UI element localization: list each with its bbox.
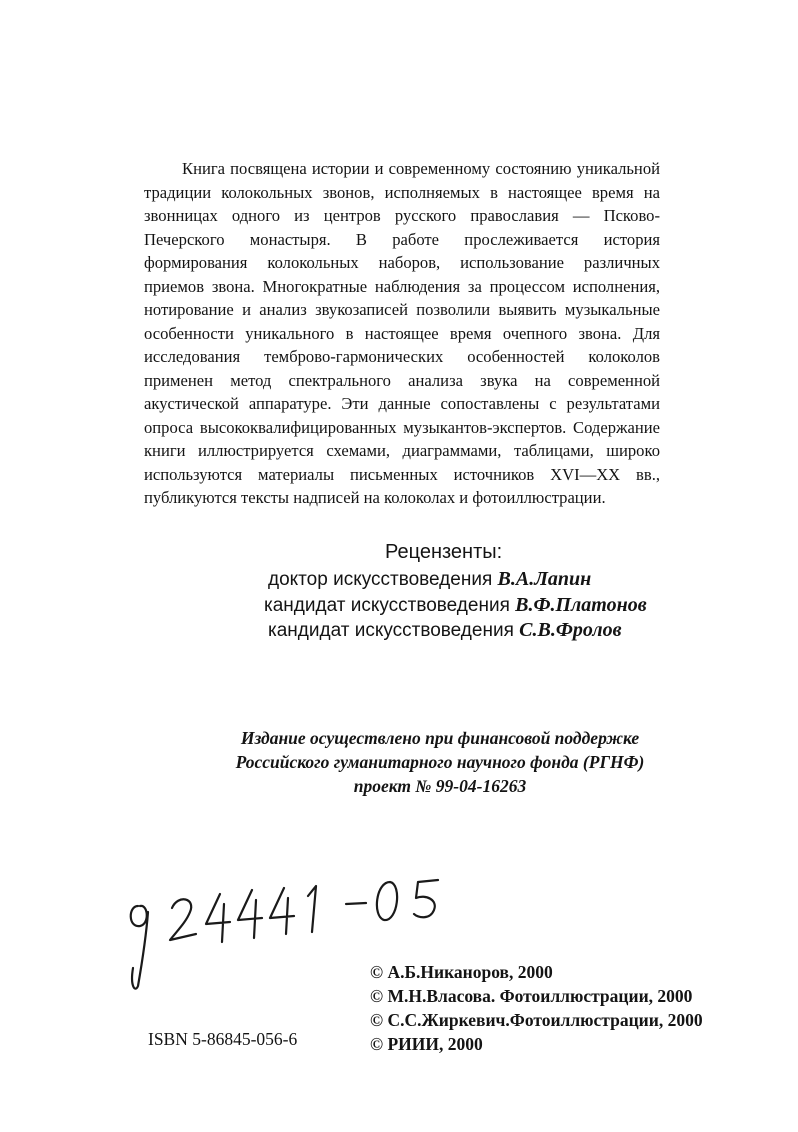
reviewer-name: С.В.Фролов — [519, 619, 622, 641]
book-abstract — [144, 157, 660, 510]
reviewer-name: В.А.Лапин — [497, 568, 592, 590]
copyright-line: © А.Б.Никаноров, 2000 — [370, 962, 553, 982]
copyright-block — [370, 960, 703, 1056]
copyright-line: © М.Н.Власова. Фотоиллюстрации, 2000 — [370, 986, 693, 1006]
abstract-paragraph: Книга посвящена истории и современному состоянию уникальной традиции колокольных звонов, исполняемых в настоящее время на звонницах одного из центров русского православия — Псково-Печерского монастыря. В работе прослеживается история формирования колокольных наборов, использование различных приемов звона. Многократные наблюдения за процессом исполнения, нотирование и анализ звукозаписей позволили выявить музыкальные особенности уникального в настоящее время очепного звона. Для исследования темброво-гармонических особенностей колоколов применен метод спектрального анализа звука на современной акустической аппаратуре. Эти данные сопоставлены с результатами опроса высококвалифицированных музыкантов-экспертов. Содержание книги иллюстрируется схемами, диаграммами, таблицами, широко используются материалы письменных источников XVI—XX вв., публикуются тексты надписей на колоколах и фотоиллюстрации. — [144, 159, 660, 507]
funding-project-number: проект № 99-04-16263 — [353, 776, 527, 796]
reviewer-entry — [268, 619, 622, 642]
isbn-number: ISBN 5-86845-056-6 — [148, 1029, 298, 1049]
copyright-line: © С.С.Жиркевич.Фотоиллюстрации, 2000 — [370, 1010, 703, 1030]
reviewer-name: В.Ф.Платонов — [515, 594, 647, 616]
copyright-line: © РИИИ, 2000 — [370, 1034, 483, 1054]
reviewer-degree: кандидат искусствоведения — [268, 620, 514, 641]
reviewer-degree: доктор искусствоведения — [268, 569, 493, 590]
reviewer-degree: кандидат искусствоведения — [264, 595, 510, 616]
funding-line: Издание осуществлено при финансовой поддержке — [240, 728, 640, 748]
reviewer-entry — [264, 594, 647, 617]
funding-line: Российского гуманитарного научного фонда (РГНФ) — [235, 752, 645, 772]
reviewer-entry — [268, 568, 591, 591]
funding-notice — [160, 726, 720, 798]
reviewers-heading: Рецензенты: — [385, 541, 503, 563]
